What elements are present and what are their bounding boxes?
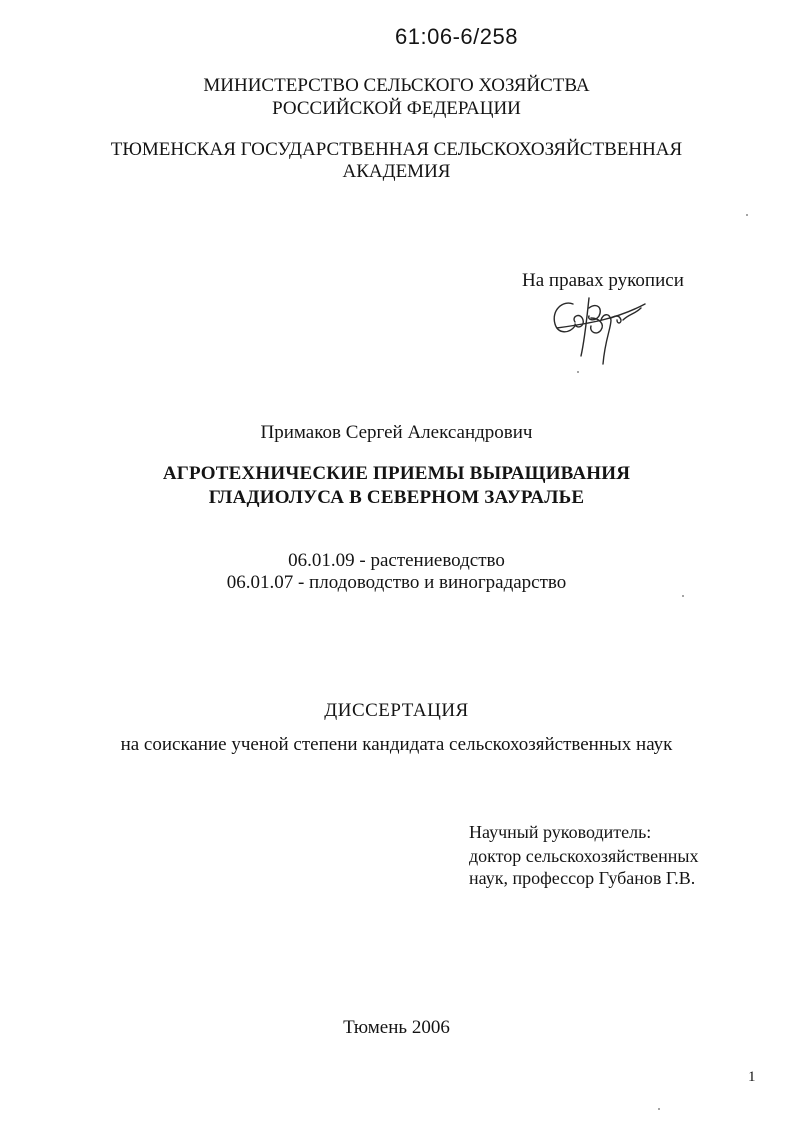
supervisor-degree: доктор сельскохозяйственных bbox=[469, 846, 699, 866]
title-line-2: ГЛАДИОЛУСА В СЕВЕРНОМ ЗАУРАЛЬЕ bbox=[208, 487, 585, 508]
academy-line-1: ТЮМЕНСКАЯ ГОСУДАРСТВЕННАЯ СЕЛЬСКОХОЗЯЙСТВЕННАЯ bbox=[110, 139, 683, 160]
document-type: ДИССЕРТАЦИЯ bbox=[324, 700, 469, 721]
title-line-1: АГРОТЕХНИЧЕСКИЕ ПРИЕМЫ ВЫРАЩИВАНИЯ bbox=[162, 463, 631, 484]
archive-code: 61:06-6/258 bbox=[395, 24, 518, 49]
scan-speck bbox=[658, 1108, 660, 1110]
degree-line: на соискание ученой степени кандидата сельскохозяйственных наук bbox=[120, 734, 673, 755]
author-name: Примаков Сергей Александрович bbox=[260, 422, 533, 443]
specialty-1: 06.01.09 - растениеводство bbox=[288, 550, 505, 571]
signature-icon bbox=[545, 290, 655, 370]
academy-line-2: АКАДЕМИЯ bbox=[342, 161, 451, 182]
scan-speck bbox=[682, 595, 684, 597]
page-number: 1 bbox=[748, 1069, 756, 1085]
specialty-2: 06.01.07 - плодоводство и виноградарство bbox=[226, 572, 567, 593]
ministry-line-1: МИНИСТЕРСТВО СЕЛЬСКОГО ХОЗЯЙСТВА bbox=[203, 75, 590, 96]
manuscript-note: На правах рукописи bbox=[522, 270, 684, 291]
supervisor-label: Научный руководитель: bbox=[469, 822, 652, 842]
scan-speck bbox=[577, 371, 579, 373]
ministry-line-2: РОССИЙСКОЙ ФЕДЕРАЦИИ bbox=[272, 98, 521, 119]
city-year: Тюмень 2006 bbox=[343, 1017, 450, 1038]
supervisor-name: наук, профессор Губанов Г.В. bbox=[469, 868, 696, 888]
scan-speck bbox=[746, 214, 748, 216]
